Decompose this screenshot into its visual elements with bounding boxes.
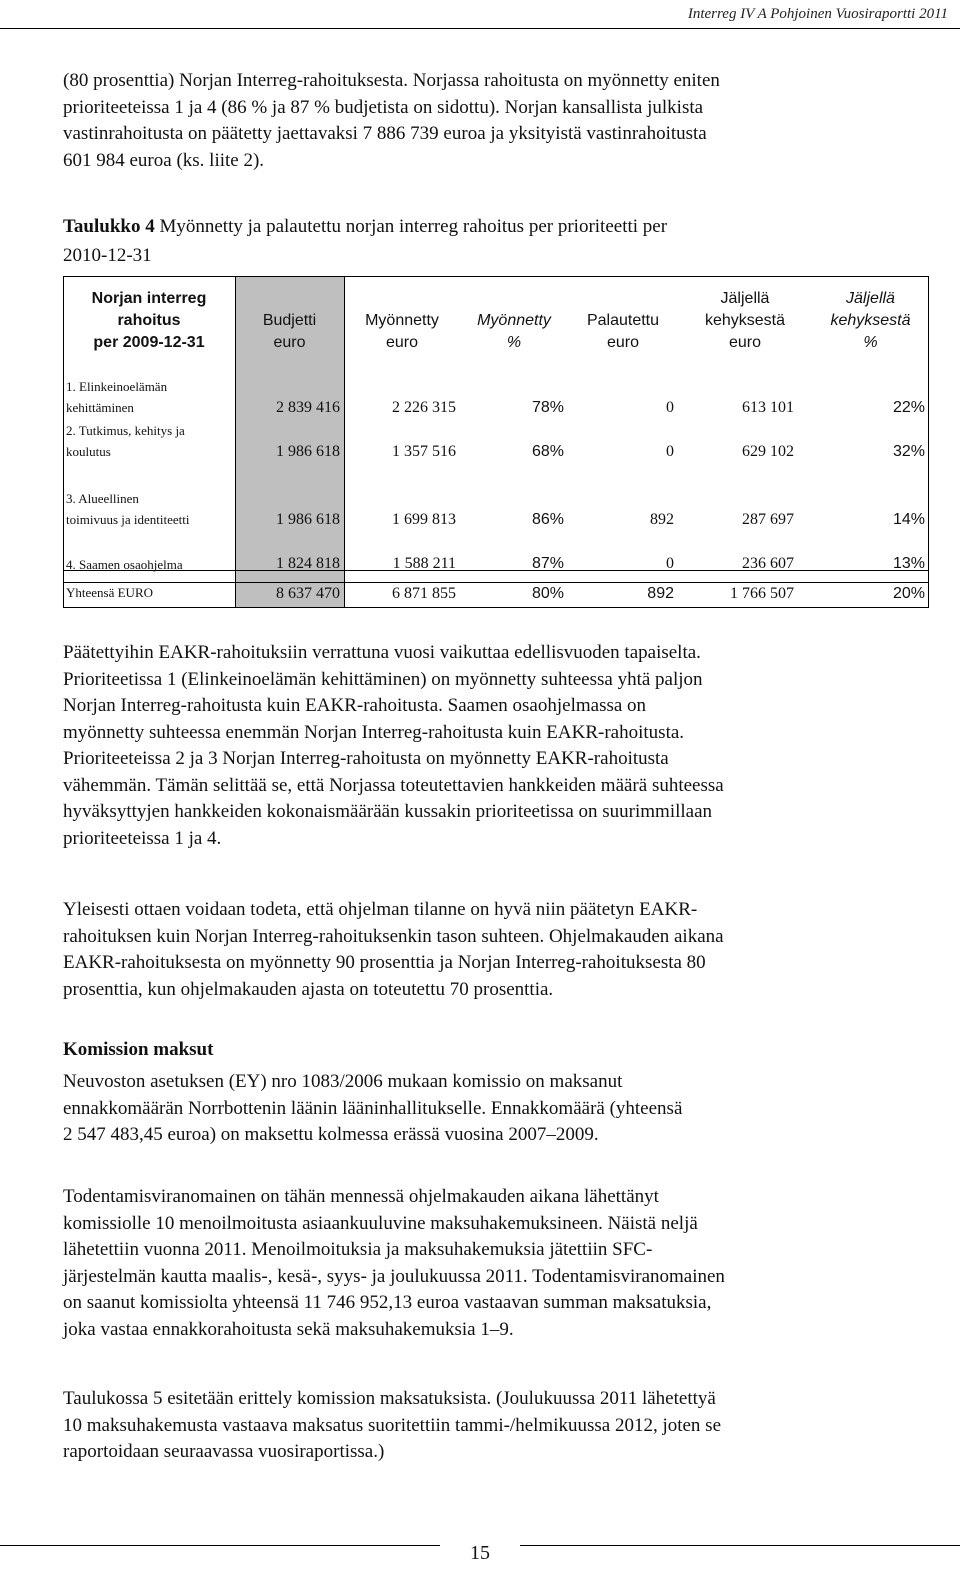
cell-returned: 0 — [666, 443, 674, 460]
cell-remaining: 236 607 — [742, 555, 794, 572]
table-caption — [63, 212, 923, 270]
cell-remaining-pct: 20% — [892, 585, 925, 602]
cell-granted: 1 357 516 — [392, 443, 456, 460]
cell-returned: 0 — [666, 555, 674, 572]
cell-granted-pct: 87% — [531, 555, 564, 572]
page-header — [0, 0, 960, 36]
section-heading: Komission maksut — [63, 1039, 214, 1060]
section-paragraph: Neuvoston asetuksen (EY) nro 1083/2006 mukaan komissio on maksanut ennakkomäärän Norrbottenin läänin lääninhallitukselle. Ennakkomäärä (yhteensä 2 547 483,45 euroa) on maksettu kolmessa erässä vuosina 2007–2009. — [63, 1071, 683, 1145]
cell-remaining-pct: 14% — [892, 511, 925, 528]
intro-paragraph: (80 prosenttia) Norjan Interreg-rahoituksesta. Norjassa rahoitusta on myönnetty eniten prioriteeteissa 1 ja 4 (86 % ja 87 % budjetista on sidottu). Norjan kansallista julkista vastinrahoitusta on päätetty jaettavaksi 7 886 739 euroa ja yksityistä vastinrahoitusta 601 984 euroa (ks. liite 2). — [63, 70, 720, 171]
cell-granted: 2 226 315 — [392, 399, 456, 416]
cell-budget: 1 986 618 — [276, 511, 340, 528]
row-label: Yhteensä EURO — [66, 585, 154, 600]
cell-remaining: 287 697 — [742, 511, 794, 528]
body-paragraph: Yleisesti ottaen voidaan todeta, että ohjelman tilanne on hyvä niin päätetyn EAKR- rahoituksen kuin Norjan Interreg-rahoituksenkin tason suhteen. Ohjelmakauden aikana EAKR-rahoituksesta on myönnetty 90 prosenttia ja Norjan Interreg-rahoituksesta 80 prosenttia, kun ohjelmakauden ajasta on toteutettu 70 prosenttia. — [63, 899, 724, 1000]
row-label: 2. Tutkimus, kehitys ja koulutus — [66, 423, 185, 459]
cell-remaining-pct: 13% — [892, 555, 925, 572]
funding-table — [63, 276, 929, 608]
cell-budget: 2 839 416 — [276, 399, 340, 416]
header-cell-remaining-pct: Jäljellä kehyksestä % — [830, 290, 911, 351]
row-label: 1. Elinkeinoelämän kehittäminen — [66, 379, 168, 415]
table-caption-text: Myönnetty ja palautettu norjan interreg rahoitus per prioriteetti per 2010-12-31 — [63, 216, 668, 266]
cell-granted: 1 699 813 — [392, 511, 456, 528]
cell-granted-pct: 78% — [531, 399, 564, 416]
page-number: 15 — [470, 1542, 490, 1564]
cell-returned: 0 — [666, 399, 674, 416]
header-rule — [0, 28, 960, 29]
cell-remaining: 1 766 507 — [730, 585, 794, 602]
cell-granted-pct: 80% — [531, 585, 564, 602]
report-title: Interreg IV A Pohjoinen Vuosiraportti 2011 — [687, 6, 948, 22]
header-cell-budget: Budjetti euro — [262, 312, 317, 351]
cell-remaining-pct: 22% — [892, 399, 925, 416]
cell-remaining: 629 102 — [742, 443, 794, 460]
row-label: 3. Alueellinen toimivuus ja identiteetti — [66, 491, 190, 527]
cell-budget: 1 986 618 — [276, 443, 340, 460]
cell-returned: 892 — [650, 511, 674, 528]
header-cell-granted-pct: Myönnetty % — [477, 312, 551, 351]
header-cell-granted: Myönnetty euro — [365, 312, 439, 351]
cell-remaining: 613 101 — [742, 399, 794, 416]
cell-granted-pct: 68% — [531, 443, 564, 460]
cell-returned: 892 — [647, 585, 674, 602]
cell-budget: 1 824 818 — [276, 555, 340, 572]
body-paragraph: Päätettyihin EAKR-rahoituksiin verrattuna vuosi vaikuttaa edellisvuoden tapaiselta. Prioriteetissa 1 (Elinkeinoelämän kehittäminen) on myönnetty suhteessa yhtä paljon Norjan Interreg-rahoitusta kuin EAKR-rahoitusta. Saamen osaohjelmassa on myönnetty suhteessa enemmän Norjan Interreg-rahoitusta kuin EAKR-rahoitusta. Prioriteeteissa 2 ja 3 Norjan Interreg-rahoitusta on myönnetty EAKR-rahoitusta vähemmän. Tämän selittää se, että Norjassa toteutettavien hankkeiden määrä suhteessa hyväksyttyjen hankkeiden kokonaismäärään kussakin prioriteetissa on suurimmillaan prioriteeteissa 1 ja 4. — [63, 642, 724, 849]
cell-granted: 1 588 211 — [392, 555, 456, 572]
cell-granted: 6 871 855 — [392, 585, 456, 602]
section-paragraph: Taulukossa 5 esitetään erittely komission maksatuksista. (Joulukuussa 2011 lähetettyä 10 maksuhakemusta vastaava maksatus suoritettiin tammi-/helmikuussa 2012, joten se raportoidaan seuraavassa vuosiraportissa.) — [63, 1388, 722, 1462]
row-label: 4. Saamen osaohjelma — [66, 557, 183, 572]
section-paragraph: Todentamisviranomainen on tähän mennessä ohjelmakauden aikana lähettänyt komissiolle 10 menoilmoitusta asiaankuuluvine maksuhakemuksineen. Näistä neljä lähetettiin vuonna 2011. Menoilmoituksia ja maksuhakemuksia jätettiin SFC- järjestelmän kautta maalis-, kesä-, syys- ja joulukuussa 2011. Todentamisviranomainen on saanut komissiolta yhteensä 11 746 952,13 euroa vastaavan summan maksatuksia, joka vastaa ennakkorahoitusta sekä maksuhakemuksia 1–9. — [63, 1186, 725, 1340]
cell-remaining-pct: 32% — [892, 443, 925, 460]
header-cell-returned: Palautettu euro — [586, 312, 660, 351]
cell-budget: 8 637 470 — [276, 585, 340, 602]
cell-granted-pct: 86% — [531, 511, 564, 528]
header-cell-remaining: Jäljellä kehyksestä euro — [704, 290, 786, 351]
table-caption-label: Taulukko 4 — [63, 216, 155, 237]
header-cell-category: Norjan interreg rahoitus per 2009-12-31 — [91, 290, 207, 351]
